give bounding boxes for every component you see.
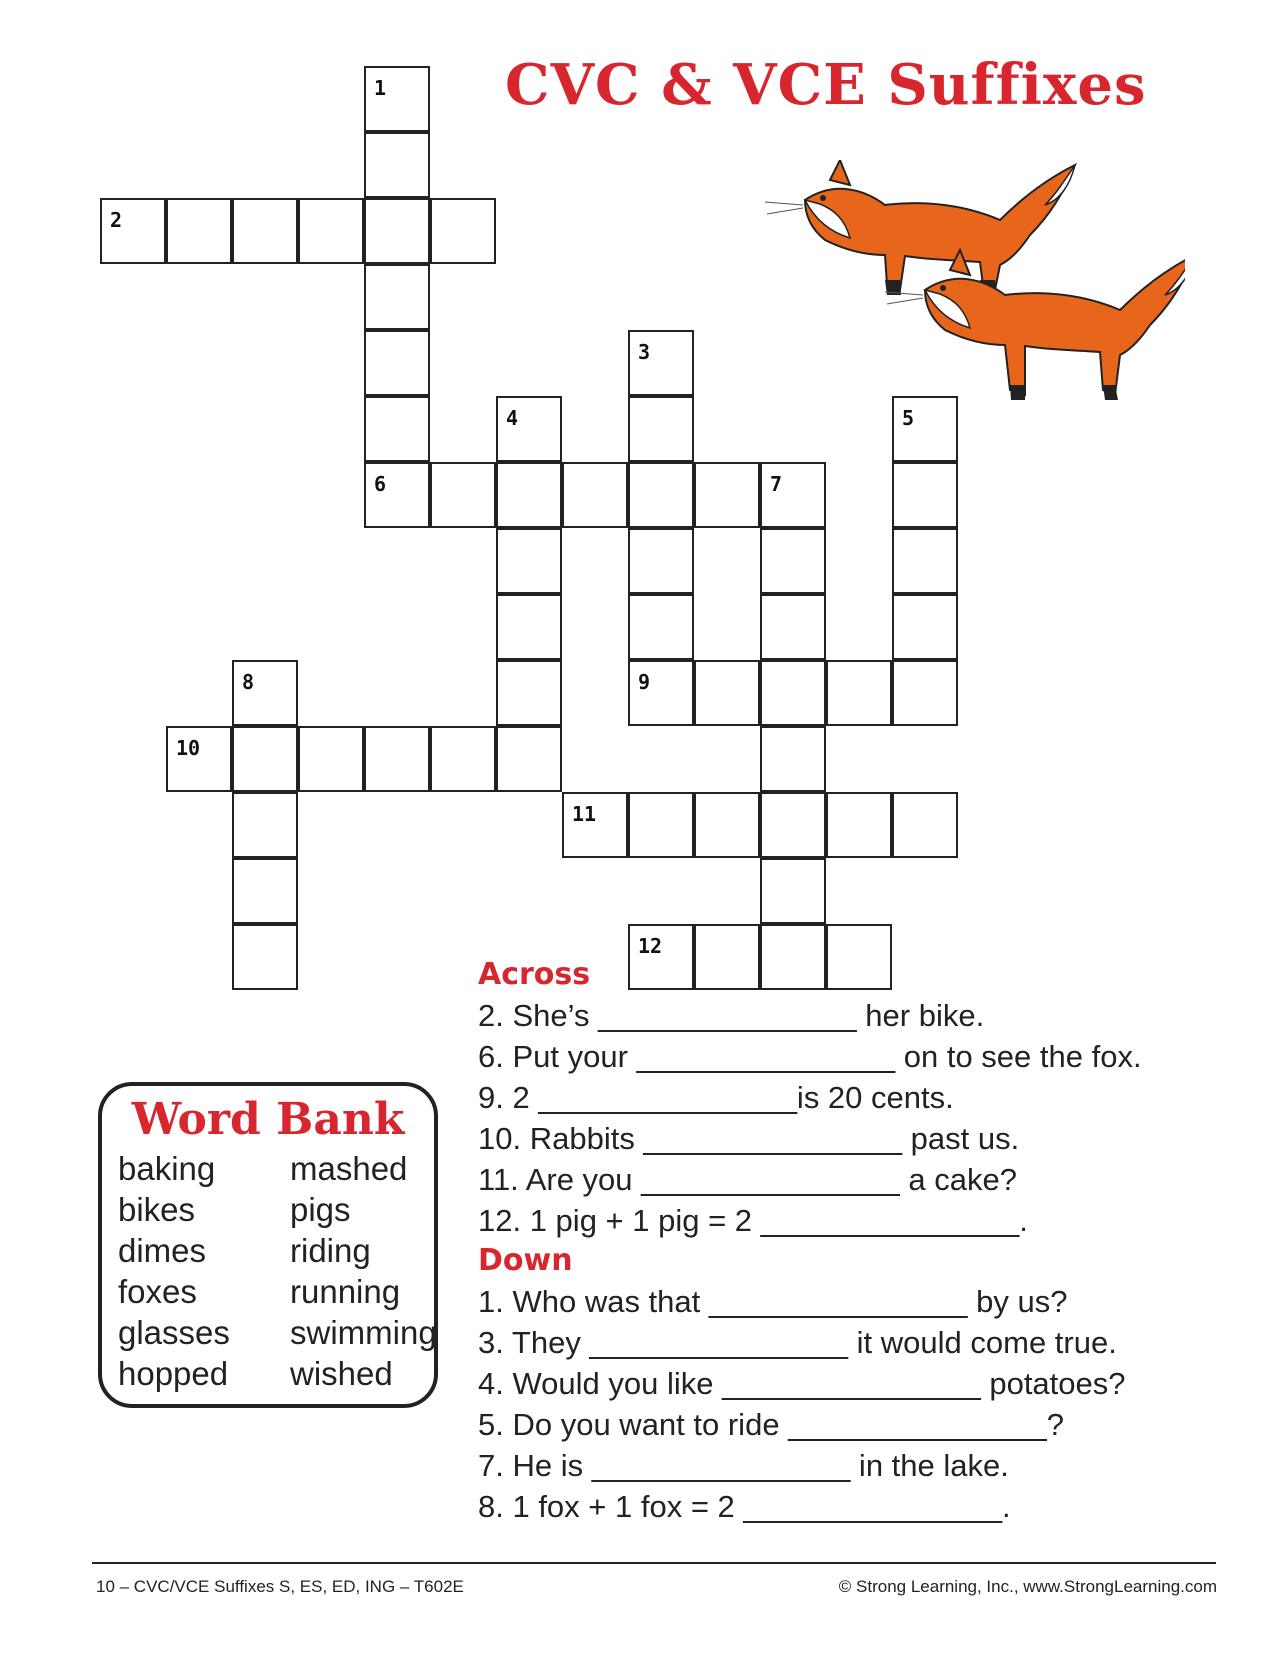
word-bank-word: swimming — [290, 1314, 437, 1351]
crossword-cell[interactable] — [166, 726, 232, 792]
clue-number: 10 — [176, 736, 201, 760]
across-clue: 10. Rabbits _______________ past us. — [478, 1121, 1020, 1156]
clue-number: 8 — [242, 670, 255, 694]
clue-number: 12 — [638, 934, 663, 958]
fox-lower — [885, 250, 1185, 400]
crossword-cell[interactable] — [364, 132, 430, 198]
crossword-cell[interactable] — [364, 198, 430, 264]
crossword-cell[interactable] — [496, 396, 562, 462]
crossword-cell[interactable] — [760, 528, 826, 594]
crossword-cell[interactable] — [826, 660, 892, 726]
crossword-cell[interactable] — [760, 594, 826, 660]
word-bank-word: wished — [290, 1355, 393, 1392]
crossword-cell[interactable] — [232, 198, 298, 264]
word-bank — [98, 1082, 438, 1408]
across-clue: 6. Put your _______________ on to see the fox. — [478, 1039, 1142, 1074]
word-bank-word: baking — [118, 1150, 216, 1187]
crossword-cell[interactable] — [628, 396, 694, 462]
down-clue: 8. 1 fox + 1 fox = 2 _______________. — [478, 1489, 1011, 1524]
clue-number: 5 — [902, 406, 915, 430]
clue-number: 11 — [572, 802, 597, 826]
crossword-cell[interactable] — [760, 462, 826, 528]
crossword-cell[interactable] — [430, 198, 496, 264]
across-clue: 2. She’s _______________ her bike. — [478, 998, 985, 1033]
crossword-cell[interactable] — [166, 198, 232, 264]
crossword-cell[interactable] — [430, 462, 496, 528]
down-clue: 1. Who was that _______________ by us? — [478, 1284, 1068, 1319]
crossword-cell[interactable] — [694, 660, 760, 726]
crossword-cell[interactable] — [232, 726, 298, 792]
word-bank-word: dimes — [118, 1232, 207, 1269]
down-clue: 4. Would you like _______________ potatoes? — [478, 1366, 1126, 1401]
crossword-cell[interactable] — [430, 726, 496, 792]
crossword-cell[interactable] — [892, 462, 958, 528]
crossword-cell[interactable] — [232, 858, 298, 924]
crossword-cell[interactable] — [628, 462, 694, 528]
crossword-cell[interactable] — [364, 726, 430, 792]
crossword-cell[interactable] — [298, 198, 364, 264]
clue-number: 3 — [638, 340, 651, 364]
across-clue: 11. Are you _______________ a cake? — [478, 1162, 1017, 1197]
word-bank-word: glasses — [118, 1314, 230, 1351]
crossword-cell[interactable] — [364, 330, 430, 396]
across-clue-list — [478, 995, 1238, 1241]
clue-number: 2 — [110, 208, 123, 232]
crossword-cell[interactable] — [694, 792, 760, 858]
word-bank-word: foxes — [118, 1273, 197, 1310]
crossword-cell[interactable] — [760, 858, 826, 924]
crossword-cell[interactable] — [562, 462, 628, 528]
clues-section — [478, 955, 1238, 1527]
crossword-cell[interactable] — [364, 396, 430, 462]
crossword-cell[interactable] — [364, 462, 430, 528]
crossword-cell[interactable] — [364, 264, 430, 330]
crossword-cell[interactable] — [628, 594, 694, 660]
crossword-cell[interactable] — [628, 528, 694, 594]
crossword-cell[interactable] — [496, 462, 562, 528]
crossword-cell[interactable] — [100, 198, 166, 264]
crossword-cell[interactable] — [892, 792, 958, 858]
crossword-cell[interactable] — [892, 528, 958, 594]
crossword-cell[interactable] — [562, 792, 628, 858]
crossword-cell[interactable] — [694, 462, 760, 528]
word-bank-column-1 — [118, 1148, 230, 1394]
word-bank-word: running — [290, 1273, 401, 1310]
clue-number: 6 — [374, 472, 387, 496]
page-title: CVC & VCE Suffixes — [505, 52, 1147, 118]
word-bank-word: pigs — [290, 1191, 351, 1228]
across-clue: 9. 2 _______________is 20 cents. — [478, 1080, 954, 1115]
clue-number: 4 — [506, 406, 519, 430]
clue-number: 9 — [638, 670, 651, 694]
crossword-cell[interactable] — [760, 792, 826, 858]
fox-upper — [765, 160, 1075, 295]
crossword-cell[interactable] — [364, 66, 430, 132]
down-clue: 3. They _______________ it would come true. — [478, 1325, 1117, 1360]
crossword-cell[interactable] — [496, 594, 562, 660]
clue-number: 1 — [374, 76, 387, 100]
crossword-cell[interactable] — [760, 726, 826, 792]
crossword-cell[interactable] — [628, 660, 694, 726]
down-heading: Down — [478, 1243, 573, 1278]
crossword-cell[interactable] — [826, 792, 892, 858]
word-bank-word: riding — [290, 1232, 371, 1269]
crossword-cell[interactable] — [232, 792, 298, 858]
footer-page-info: 10 – CVC/VCE Suffixes S, ES, ED, ING – T602E — [96, 1577, 464, 1596]
across-heading: Across — [478, 957, 591, 992]
across-clue: 12. 1 pig + 1 pig = 2 _______________. — [478, 1203, 1028, 1238]
crossword-cell[interactable] — [628, 330, 694, 396]
clue-number: 7 — [770, 472, 783, 496]
down-clue: 5. Do you want to ride _______________? — [478, 1407, 1065, 1442]
word-bank-word: hopped — [118, 1355, 229, 1392]
footer-divider — [92, 1562, 1216, 1564]
crossword-cell[interactable] — [496, 726, 562, 792]
word-bank-title: Word Bank — [131, 1094, 405, 1145]
footer-copyright: © Strong Learning, Inc., www.StrongLearning.com — [838, 1577, 1217, 1596]
crossword-cell[interactable] — [496, 528, 562, 594]
down-clue-list — [478, 1281, 1238, 1527]
down-clue: 7. He is _______________ in the lake. — [478, 1448, 1009, 1483]
crossword-cell[interactable] — [496, 660, 562, 726]
crossword-cell[interactable] — [892, 660, 958, 726]
word-bank-word: mashed — [290, 1150, 408, 1187]
crossword-cell[interactable] — [232, 660, 298, 726]
crossword-cell[interactable] — [232, 924, 298, 990]
crossword-cell[interactable] — [892, 594, 958, 660]
fox-illustration — [745, 160, 1185, 420]
word-bank-column-2 — [290, 1148, 437, 1394]
crossword-cell[interactable] — [760, 660, 826, 726]
crossword-cell[interactable] — [628, 792, 694, 858]
word-bank-word: bikes — [118, 1191, 196, 1228]
crossword-cell[interactable] — [298, 726, 364, 792]
